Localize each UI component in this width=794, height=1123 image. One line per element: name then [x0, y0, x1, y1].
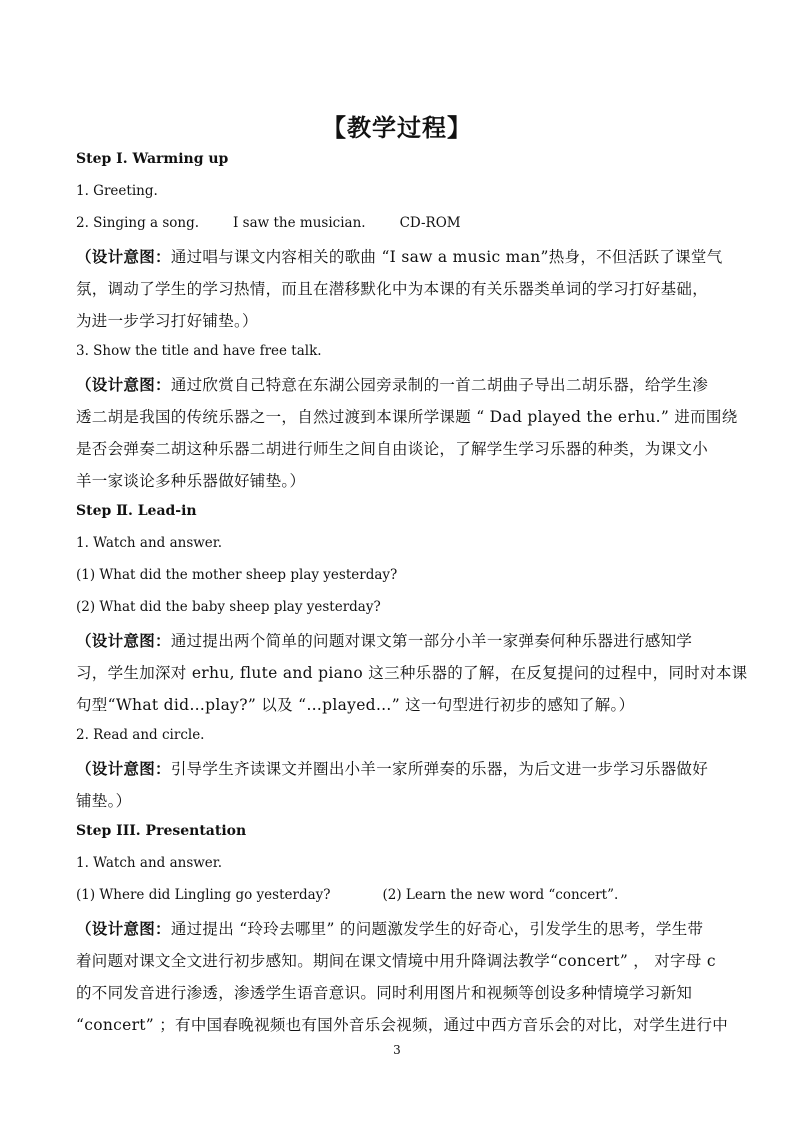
design-note-3-label: （设计意图：: [76, 631, 171, 650]
design-note-1-line-3: 为进一步学习打好铺垫。）: [76, 312, 258, 330]
step-1-item-1: 1. Greeting.: [76, 183, 158, 199]
step-1-item-2-activity: 2. Singing a song.: [76, 215, 200, 231]
design-note-2-label: （设计意图：: [76, 375, 171, 394]
design-note-1-text-1: 通过唱与课文内容相关的歌曲 “I saw a music man”热身，不但活跃了课堂气: [170, 248, 723, 266]
design-note-5-line-3: 的不同发音进行渗透，渗透学生语音意识。同时利用图片和视频等创设多种情境学习新知: [76, 984, 693, 1002]
step-1-item-2: [76, 215, 726, 231]
step-1-heading: Step Ⅰ. Warming up: [76, 151, 229, 167]
step-3-questions: [76, 887, 726, 903]
design-note-2-line-1: [76, 373, 726, 395]
design-note-1-label: （设计意图：: [76, 247, 171, 266]
step-1-item-2-song: I saw the musician.: [233, 215, 366, 231]
step-2-question-1: (1) What did the mother sheep play yesterday?: [76, 567, 398, 583]
step-3-item-1: 1. Watch and answer.: [76, 855, 223, 871]
design-note-5-line-1: [76, 917, 726, 939]
step-1-item-3: 3. Show the title and have free talk.: [76, 343, 322, 359]
design-note-5-text-1: 通过提出 “玲玲去哪里” 的问题激发学生的好奇心，引发学生的思考，学生带: [170, 920, 704, 938]
page-number: 3: [393, 1043, 401, 1057]
design-note-3-line-2: 习，学生加深对 erhu, flute and piano 这三种乐器的了解，在反复提问的过程中，同时对本课: [76, 664, 748, 682]
design-note-5-label: （设计意图：: [76, 919, 171, 938]
step-3-question-1: (1) Where did Lingling go yesterday?: [76, 887, 331, 903]
design-note-5-line-2: 着问题对课文全文进行初步感知。期间在课文情境中用升降调法教学“concert” ， 对字母 c: [76, 952, 716, 970]
page-title: 【教学过程】: [322, 113, 472, 142]
step-3-question-2: (2) Learn the new word “concert”.: [382, 887, 619, 903]
step-3-heading: Step III. Presentation: [76, 823, 247, 839]
design-note-4-line-1: [76, 757, 726, 779]
step-1-item-2-media: CD-ROM: [399, 215, 461, 231]
step-2-item-1: 1. Watch and answer.: [76, 535, 223, 551]
step-2-question-2: (2) What did the baby sheep play yesterday?: [76, 599, 381, 615]
design-note-1-line-2: 氛，调动了学生的学习热情，而且在潜移默化中为本课的有关乐器类单词的学习打好基础，: [76, 280, 709, 298]
design-note-2-line-2: 透二胡是我国的传统乐器之一，自然过渡到本课所学课题 “ Dad played the erhu.” 进而围绕: [76, 408, 738, 426]
step-2-heading: Step Ⅱ. Lead-in: [76, 503, 197, 519]
step-2-item-2: 2. Read and circle.: [76, 727, 205, 743]
design-note-2-text-1: 通过欣赏自己特意在东湖公园旁录制的一首二胡曲子导出二胡乐器，给学生渗: [170, 376, 709, 394]
design-note-4-text-1: 引导学生齐读课文并圈出小羊一家所弹奏的乐器，为后文进一步学习乐器做好: [170, 760, 709, 778]
design-note-4-line-2: 铺垫。）: [76, 792, 132, 810]
design-note-3-line-3: 句型“What did…play?” 以及 “…played…” 这一句型进行初步的感知了解。）: [76, 696, 635, 714]
design-note-1-line-1: [76, 245, 726, 267]
design-note-3-line-1: [76, 629, 726, 651]
design-note-5-line-4: “concert” ；有中国春晚视频也有国外音乐会视频，通过中西方音乐会的对比，对学生进行中: [76, 1016, 729, 1034]
design-note-2-line-3: 是否会弹奏二胡这种乐器二胡进行师生之间自由谈论，了解学生学习乐器的种类，为课文小: [76, 440, 709, 458]
design-note-3-text-1: 通过提出两个简单的问题对课文第一部分小羊一家弹奏何种乐器进行感知学: [170, 632, 693, 650]
design-note-2-line-4: 羊一家谈论多种乐器做好铺垫。）: [76, 472, 306, 490]
design-note-4-label: （设计意图：: [76, 759, 171, 778]
